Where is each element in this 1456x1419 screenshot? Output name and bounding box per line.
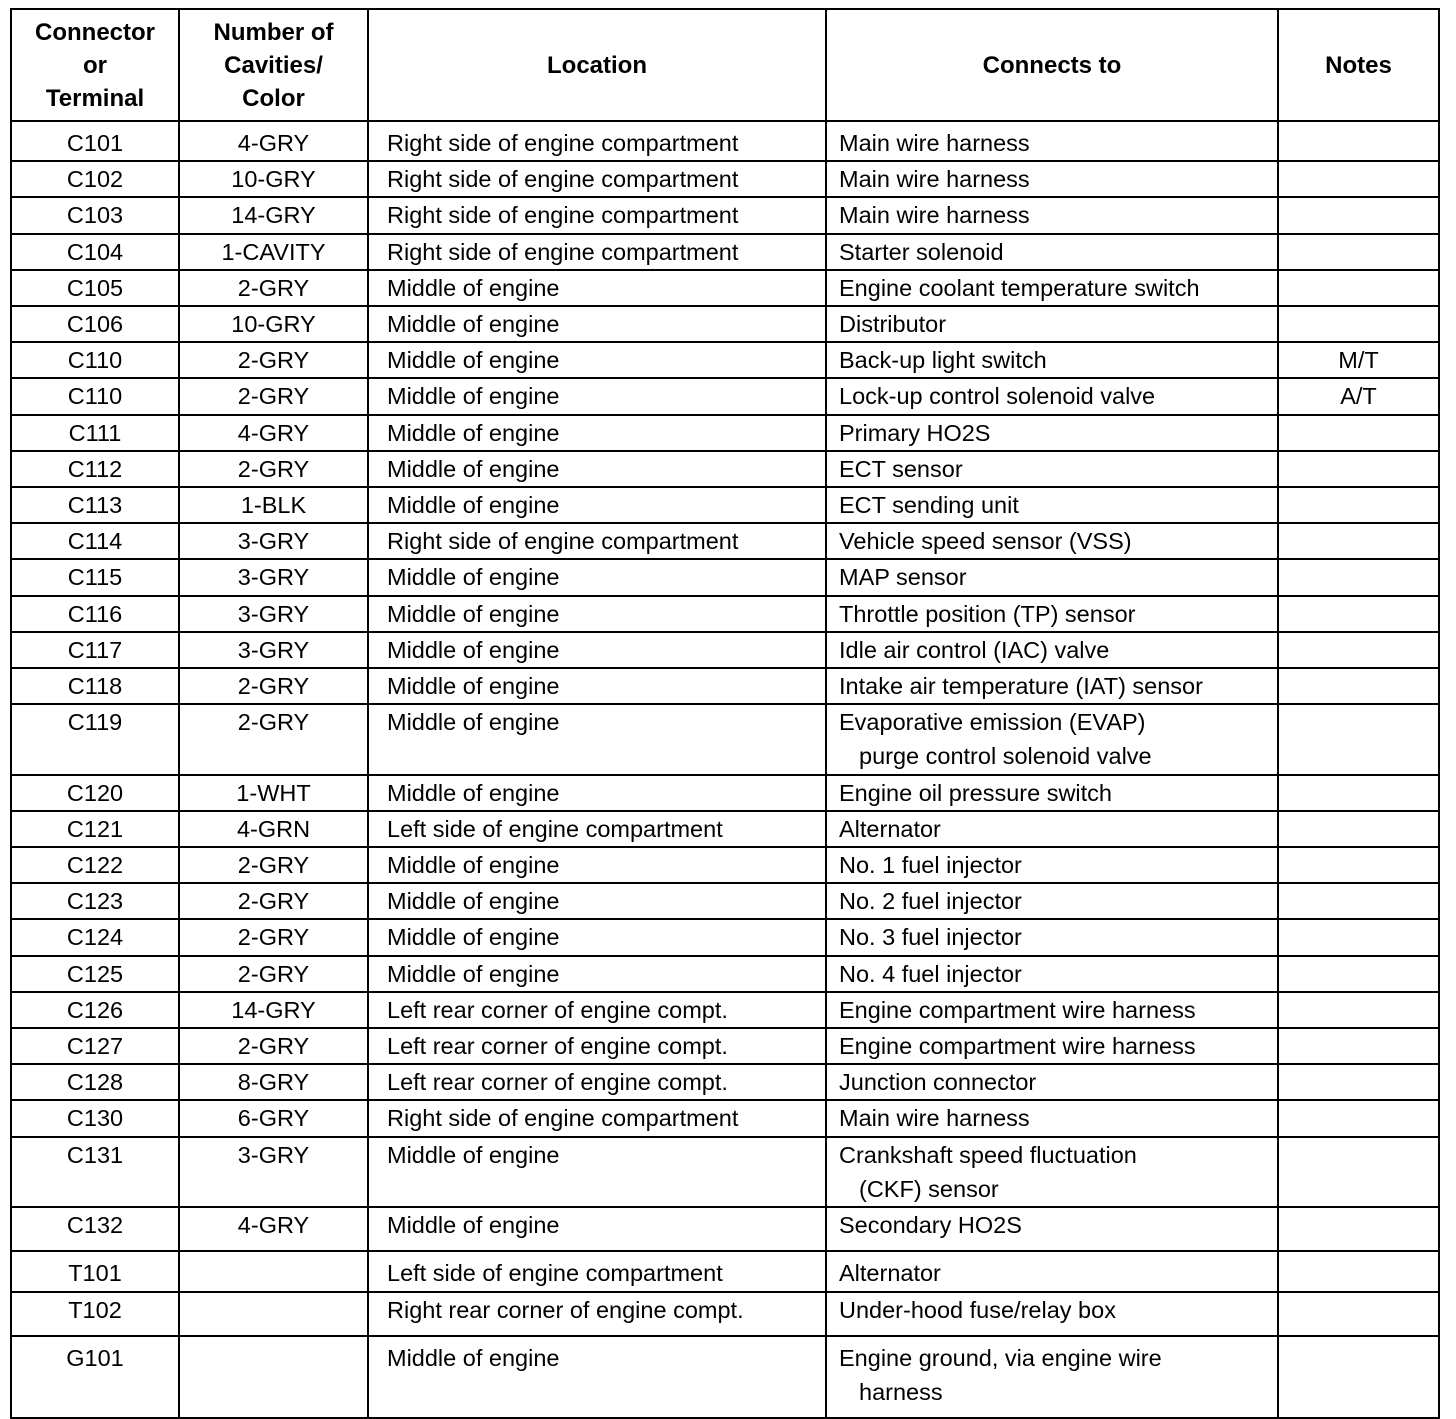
table-row [11, 415, 1439, 451]
table-row [11, 559, 1439, 595]
location-cell: Right side of engine compartment [368, 1100, 826, 1136]
table-row [11, 1028, 1439, 1064]
table-row [11, 956, 1439, 992]
connects-to-line: Alternator [839, 815, 941, 842]
notes-cell [1278, 161, 1439, 197]
connector-id: C124 [11, 919, 179, 955]
connects-to-cell [826, 883, 1278, 919]
connector-id: C122 [11, 847, 179, 883]
location-cell: Middle of engine [368, 415, 826, 451]
notes-cell: M/T [1278, 342, 1439, 378]
location-cell: Right rear corner of engine compt. [368, 1292, 826, 1336]
connector-id: C104 [11, 234, 179, 270]
location-cell: Middle of engine [368, 1207, 826, 1251]
connects-to-line: Under-hood fuse/relay box [839, 1296, 1116, 1323]
connects-to-line: Idle air control (IAC) valve [839, 636, 1110, 663]
table-row [11, 1251, 1439, 1291]
connector-id: C105 [11, 270, 179, 306]
connects-to-line: Engine compartment wire harness [839, 1033, 1196, 1060]
notes-cell [1278, 632, 1439, 668]
connects-to-line: Back-up light switch [839, 347, 1047, 374]
connects-to-cell [826, 415, 1278, 451]
connector-id: C118 [11, 668, 179, 704]
connects-to-cell [826, 342, 1278, 378]
connects-to-line: Primary HO2S [839, 419, 991, 446]
location-cell: Middle of engine [368, 342, 826, 378]
notes-cell [1278, 668, 1439, 704]
notes-cell [1278, 487, 1439, 523]
connects-to-line: Main wire harness [839, 166, 1030, 193]
location-cell: Right side of engine compartment [368, 234, 826, 270]
connects-to-cell [826, 197, 1278, 233]
cavities-color: 2-GRY [179, 668, 368, 704]
connects-to-cell [826, 632, 1278, 668]
table-row [11, 270, 1439, 306]
connector-id: C128 [11, 1064, 179, 1100]
connector-id: C106 [11, 306, 179, 342]
table-row [11, 811, 1439, 847]
cavities-color: 10-GRY [179, 306, 368, 342]
connector-id: T102 [11, 1292, 179, 1336]
notes-cell [1278, 1292, 1439, 1336]
notes-cell [1278, 415, 1439, 451]
cavities-color: 1-CAVITY [179, 234, 368, 270]
header-cavities: Number of Cavities/ Color [179, 9, 368, 121]
location-cell: Middle of engine [368, 704, 826, 774]
connector-id: C113 [11, 487, 179, 523]
table-row [11, 632, 1439, 668]
connects-to-cell [826, 992, 1278, 1028]
connects-to-cell [826, 1137, 1278, 1207]
location-cell: Middle of engine [368, 1336, 826, 1418]
connects-to-line: Main wire harness [839, 202, 1030, 229]
cavities-color: 6-GRY [179, 1100, 368, 1136]
connector-id: C126 [11, 992, 179, 1028]
connects-to-cell [826, 1100, 1278, 1136]
connector-id: C103 [11, 197, 179, 233]
table-row [11, 378, 1439, 414]
cavities-color: 2-GRY [179, 270, 368, 306]
table-row [11, 487, 1439, 523]
location-cell: Middle of engine [368, 956, 826, 992]
connector-id: C127 [11, 1028, 179, 1064]
location-cell: Middle of engine [368, 596, 826, 632]
connector-id: C120 [11, 775, 179, 811]
connector-id: C131 [11, 1137, 179, 1207]
table-row [11, 775, 1439, 811]
location-cell: Middle of engine [368, 487, 826, 523]
location-cell: Left rear corner of engine compt. [368, 1028, 826, 1064]
connector-id: C117 [11, 632, 179, 668]
table-row [11, 197, 1439, 233]
table-row [11, 919, 1439, 955]
table-row [11, 342, 1439, 378]
table-row [11, 306, 1439, 342]
connects-to-line: Main wire harness [839, 1105, 1030, 1132]
connects-to-line: purge control solenoid valve [859, 743, 1152, 770]
location-cell: Middle of engine [368, 451, 826, 487]
location-cell: Middle of engine [368, 270, 826, 306]
table-row [11, 451, 1439, 487]
connects-to-cell [826, 559, 1278, 595]
table-row [11, 1292, 1439, 1336]
cavities-color: 2-GRY [179, 847, 368, 883]
connects-to-line: MAP sensor [839, 564, 967, 591]
notes-cell [1278, 306, 1439, 342]
table-row [11, 847, 1439, 883]
connects-to-cell [826, 919, 1278, 955]
table-row [11, 596, 1439, 632]
location-cell: Right side of engine compartment [368, 161, 826, 197]
notes-cell [1278, 270, 1439, 306]
cavities-color: 1-WHT [179, 775, 368, 811]
connects-to-cell [826, 161, 1278, 197]
connects-to-line: Secondary HO2S [839, 1212, 1022, 1239]
location-cell: Middle of engine [368, 1137, 826, 1207]
connects-to-line: Starter solenoid [839, 238, 1004, 265]
connects-to-line: No. 2 fuel injector [839, 888, 1022, 915]
table-header [11, 9, 1439, 121]
table-row [11, 704, 1439, 774]
location-cell: Left side of engine compartment [368, 1251, 826, 1291]
connects-to-cell [826, 1292, 1278, 1336]
connects-to-cell [826, 847, 1278, 883]
connects-to-cell [826, 956, 1278, 992]
connects-to-cell [826, 378, 1278, 414]
connector-id: C111 [11, 415, 179, 451]
connects-to-cell [826, 1064, 1278, 1100]
connects-to-line: Engine oil pressure switch [839, 779, 1112, 806]
location-cell: Middle of engine [368, 883, 826, 919]
table-row [11, 121, 1439, 161]
notes-cell [1278, 883, 1439, 919]
connector-id: C115 [11, 559, 179, 595]
connector-id: C102 [11, 161, 179, 197]
connector-id: C119 [11, 704, 179, 774]
cavities-color [179, 1251, 368, 1291]
notes-cell [1278, 811, 1439, 847]
table-row [11, 161, 1439, 197]
connects-to-cell [826, 523, 1278, 559]
connects-to-line: Intake air temperature (IAT) sensor [839, 673, 1203, 700]
cavities-color: 4-GRY [179, 1207, 368, 1251]
location-cell: Middle of engine [368, 668, 826, 704]
table-row [11, 1064, 1439, 1100]
cavities-color: 3-GRY [179, 523, 368, 559]
cavities-color: 2-GRY [179, 378, 368, 414]
notes-cell [1278, 704, 1439, 774]
cavities-color: 2-GRY [179, 451, 368, 487]
header-location: Location [368, 9, 826, 121]
connects-to-line: Engine compartment wire harness [839, 996, 1196, 1023]
connects-to-cell [826, 1336, 1278, 1418]
location-cell: Middle of engine [368, 919, 826, 955]
cavities-color: 8-GRY [179, 1064, 368, 1100]
connects-to-cell [826, 1028, 1278, 1064]
cavities-color [179, 1292, 368, 1336]
connects-to-cell [826, 1251, 1278, 1291]
table-row [11, 883, 1439, 919]
location-cell: Left rear corner of engine compt. [368, 1064, 826, 1100]
location-cell: Middle of engine [368, 378, 826, 414]
cavities-color: 2-GRY [179, 704, 368, 774]
notes-cell [1278, 234, 1439, 270]
location-cell: Right side of engine compartment [368, 121, 826, 161]
connects-to-line: ECT sensor [839, 455, 963, 482]
terminals-group [11, 1251, 1439, 1335]
table-row [11, 1336, 1439, 1418]
table-row [11, 1207, 1439, 1251]
cavities-color: 2-GRY [179, 342, 368, 378]
table-row [11, 234, 1439, 270]
cavities-color: 10-GRY [179, 161, 368, 197]
location-cell: Right side of engine compartment [368, 197, 826, 233]
cavities-color: 3-GRY [179, 632, 368, 668]
connects-to-line: Evaporative emission (EVAP) [839, 709, 1146, 736]
table-row [11, 1100, 1439, 1136]
connects-to-cell [826, 451, 1278, 487]
connects-to-line: Junction connector [839, 1069, 1037, 1096]
connector-id: C112 [11, 451, 179, 487]
cavities-color: 1-BLK [179, 487, 368, 523]
connector-table [10, 8, 1440, 1419]
table-row [11, 668, 1439, 704]
location-cell: Middle of engine [368, 775, 826, 811]
cavities-color: 2-GRY [179, 1028, 368, 1064]
connector-id: C130 [11, 1100, 179, 1136]
connects-to-cell [826, 668, 1278, 704]
cavities-color: 2-GRY [179, 919, 368, 955]
connects-to-cell [826, 1207, 1278, 1251]
connector-id: G101 [11, 1336, 179, 1418]
grounds-group [11, 1336, 1439, 1418]
location-cell: Middle of engine [368, 559, 826, 595]
connects-to-line: ECT sending unit [839, 492, 1019, 519]
connects-to-line: Lock-up control solenoid valve [839, 383, 1156, 410]
connector-id: C114 [11, 523, 179, 559]
notes-cell [1278, 1028, 1439, 1064]
connector-id: C116 [11, 596, 179, 632]
notes-cell [1278, 1207, 1439, 1251]
cavities-color: 2-GRY [179, 956, 368, 992]
cavities-color: 4-GRY [179, 121, 368, 161]
notes-cell: A/T [1278, 378, 1439, 414]
connector-id: C132 [11, 1207, 179, 1251]
cavities-color: 4-GRY [179, 415, 368, 451]
header-notes: Notes [1278, 9, 1439, 121]
cavities-color: 14-GRY [179, 992, 368, 1028]
notes-cell [1278, 523, 1439, 559]
notes-cell [1278, 596, 1439, 632]
connector-id: C110 [11, 342, 179, 378]
notes-cell [1278, 197, 1439, 233]
connects-to-cell [826, 704, 1278, 774]
connects-to-line: harness [859, 1378, 943, 1405]
connects-to-cell [826, 775, 1278, 811]
table-row [11, 523, 1439, 559]
connects-to-line: No. 1 fuel injector [839, 852, 1022, 879]
connector-id: T101 [11, 1251, 179, 1291]
connects-to-cell [826, 270, 1278, 306]
location-cell: Middle of engine [368, 632, 826, 668]
location-cell: Middle of engine [368, 306, 826, 342]
cavities-color: 3-GRY [179, 596, 368, 632]
notes-cell [1278, 1137, 1439, 1207]
connects-to-line: Vehicle speed sensor (VSS) [839, 528, 1132, 555]
cavities-color: 3-GRY [179, 559, 368, 595]
connects-to-cell [826, 811, 1278, 847]
notes-cell [1278, 1336, 1439, 1418]
connectors-group [11, 121, 1439, 1251]
header-connector: Connector or Terminal [11, 9, 179, 121]
cavities-color: 14-GRY [179, 197, 368, 233]
connects-to-line: Main wire harness [839, 130, 1030, 156]
notes-cell [1278, 1100, 1439, 1136]
table-row [11, 1137, 1439, 1207]
cavities-color: 4-GRN [179, 811, 368, 847]
cavities-color: 2-GRY [179, 883, 368, 919]
location-cell: Middle of engine [368, 847, 826, 883]
header-connects-to: Connects to [826, 9, 1278, 121]
cavities-color [179, 1336, 368, 1418]
notes-cell [1278, 847, 1439, 883]
notes-cell [1278, 992, 1439, 1028]
location-cell: Left side of engine compartment [368, 811, 826, 847]
location-cell: Right side of engine compartment [368, 523, 826, 559]
connector-id: C110 [11, 378, 179, 414]
connector-id: C123 [11, 883, 179, 919]
notes-cell [1278, 451, 1439, 487]
connector-id: C101 [11, 121, 179, 161]
connector-id: C125 [11, 956, 179, 992]
notes-cell [1278, 559, 1439, 595]
location-cell: Left rear corner of engine compt. [368, 992, 826, 1028]
notes-cell [1278, 1064, 1439, 1100]
connects-to-line: Engine ground, via engine wire [839, 1344, 1162, 1371]
connects-to-line: No. 4 fuel injector [839, 960, 1022, 987]
connects-to-cell [826, 121, 1278, 161]
connector-id: C121 [11, 811, 179, 847]
connects-to-cell [826, 234, 1278, 270]
table-row [11, 992, 1439, 1028]
connects-to-line: Engine coolant temperature switch [839, 274, 1200, 301]
connector-table-page [10, 8, 1438, 1405]
connects-to-cell [826, 306, 1278, 342]
connects-to-line: Crankshaft speed fluctuation [839, 1141, 1137, 1168]
connects-to-line: No. 3 fuel injector [839, 924, 1022, 951]
notes-cell [1278, 775, 1439, 811]
notes-cell [1278, 919, 1439, 955]
notes-cell [1278, 1251, 1439, 1291]
connects-to-line: Throttle position (TP) sensor [839, 600, 1136, 627]
notes-cell [1278, 956, 1439, 992]
connects-to-line: Distributor [839, 311, 947, 338]
cavities-color: 3-GRY [179, 1137, 368, 1207]
notes-cell [1278, 121, 1439, 161]
connects-to-line: (CKF) sensor [859, 1175, 999, 1202]
connects-to-line: Alternator [839, 1260, 941, 1287]
connects-to-cell [826, 487, 1278, 523]
connects-to-cell [826, 596, 1278, 632]
